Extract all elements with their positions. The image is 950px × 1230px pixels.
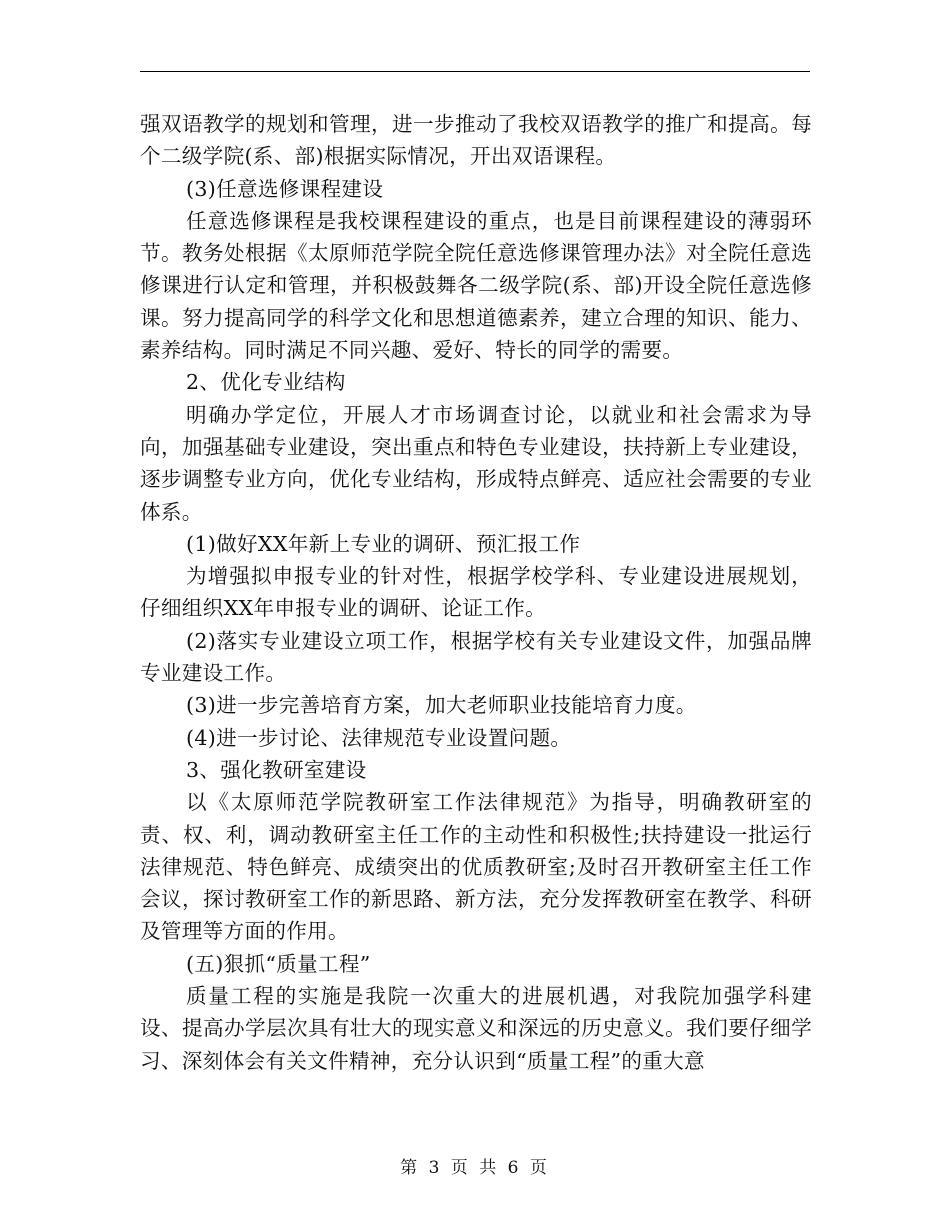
paragraph: (4)进一步讨论、法律规范专业设置问题。 (186, 725, 572, 750)
subheading: (3)任意选修课程建设 (186, 176, 384, 201)
paragraph: 任意选修课程是我校课程建设的重点，也是目前课程建设的薄弱环节。教务处根据《太原师范学院全院任意选修课管理办法》对全院任意选修课进行认定和管理，并积极鼓舞各二级学院(系、部)开设全院任意选修课。努力提高同学的科学文化和思想道德素养，建立合理的知识、能力、素养结构。同时满足不同兴趣、爱好、特长的同学的需要。 (140, 208, 812, 363)
section-heading: (五)狠抓“质量工程” (186, 951, 371, 976)
subheading: (1)做好XX年新上专业的调研、预汇报工作 (186, 531, 581, 556)
paragraph: 强双语教学的规划和管理，进一步推动了我校双语教学的推广和提高。每个二级学院(系、部)根据实际情况，开出双语课程。 (140, 112, 812, 169)
header-rule (140, 71, 810, 72)
paragraph: (2)落实专业建设立项工作，根据学校有关专业建设文件，加强品牌专业建设工作。 (140, 628, 812, 686)
section-heading: 2、优化专业结构 (186, 370, 346, 395)
page-number: 第 3 页 共 6 页 (400, 1158, 550, 1178)
paragraph: 为增强拟申报专业的针对性，根据学校学科、专业建设进展规划，仔细组织XX年申报专业的调研、论证工作。 (140, 564, 812, 621)
section-heading: 3、强化教研室建设 (186, 757, 367, 782)
paragraph: 质量工程的实施是我院一次重大的进展机遇，对我院加强学科建设、提高办学层次具有壮大的现实意义和深远的历史意义。我们要仔细学习、深刻体会有关文件精神，充分认识到“质量工程”的重大意 (140, 984, 812, 1073)
paragraph: (3)进一步完善培育方案，加大老师职业技能培育力度。 (186, 693, 697, 718)
document-body (140, 108, 812, 1077)
paragraph: 以《太原师范学院教研室工作法律规范》为指导，明确教研室的责、权、利，调动教研室主任工作的主动性和积极性;扶持建设一批运行法律规范、特色鲜亮、成绩突出的优质教研室;及时召开教研室主任工作会议，探讨教研室工作的新思路、新方法，充分发挥教研室在教学、科研及管理等方面的作用。 (140, 790, 812, 944)
paragraph: 明确办学定位，开展人才市场调查讨论，以就业和社会需求为导向，加强基础专业建设，突出重点和特色专业建设，扶持新上专业建设，逐步调整专业方向，优化专业结构，形成特点鲜亮、适应社会需要的专业体系。 (140, 402, 812, 524)
